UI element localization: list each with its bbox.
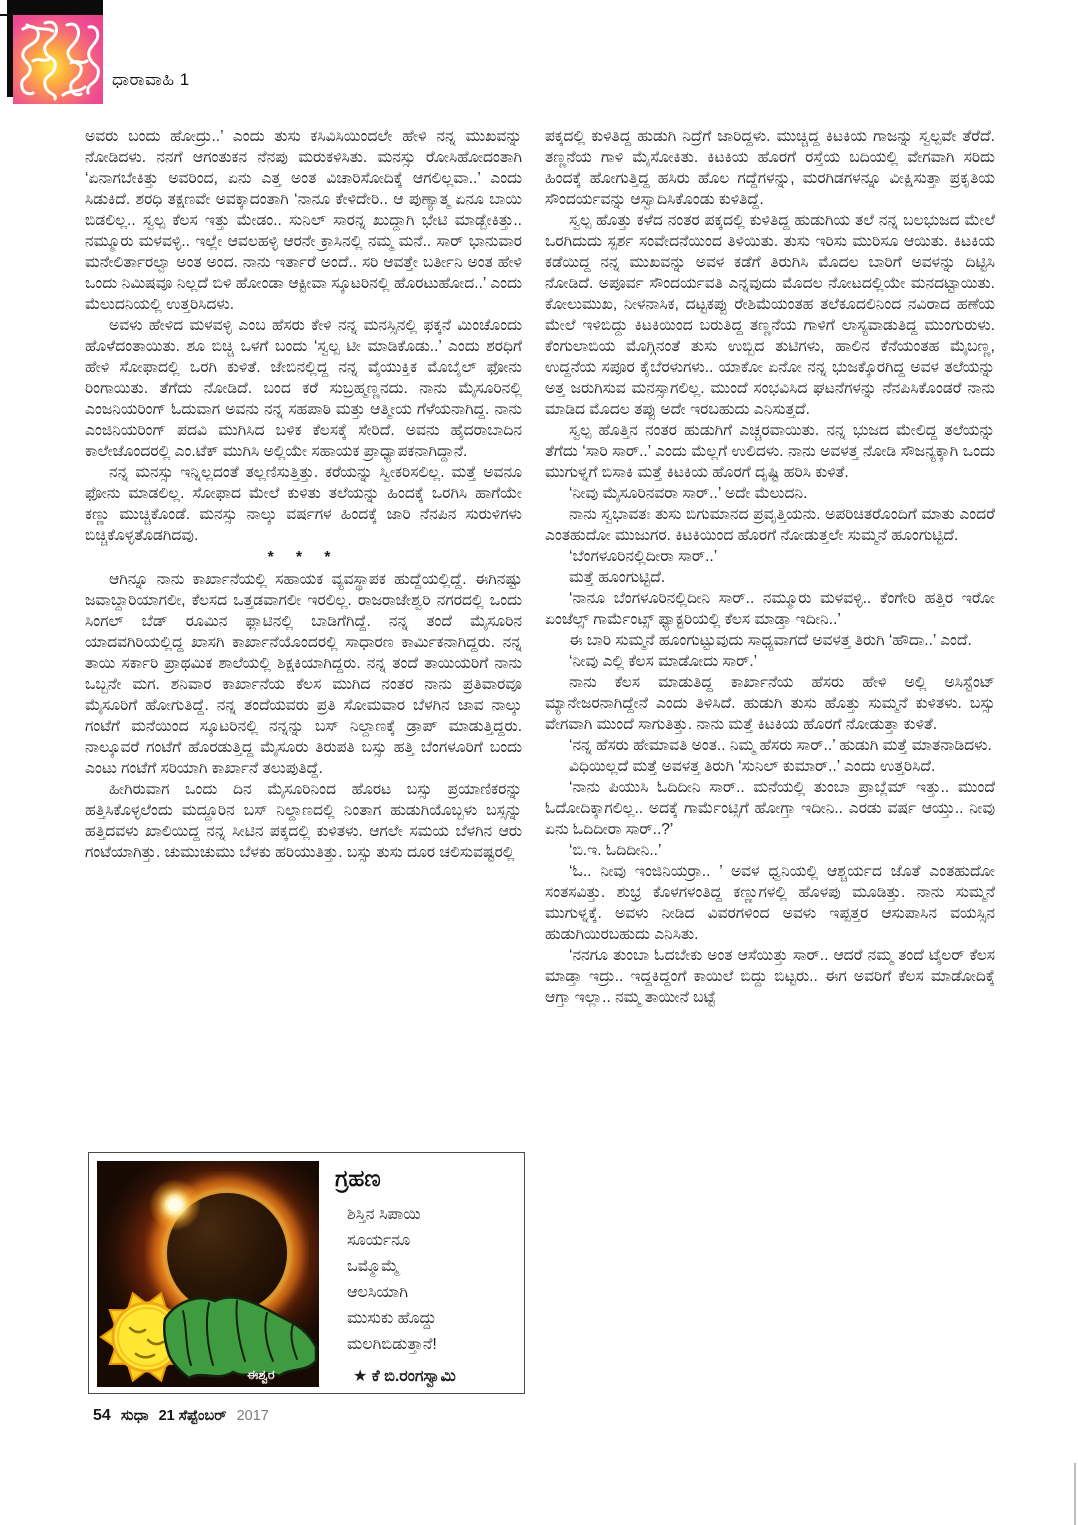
page-edge-artifact [1074,1463,1076,1525]
story-paragraph: ಪಕ್ಕದಲ್ಲಿ ಕುಳಿತಿದ್ದ ಹುಡುಗಿ ನಿದ್ರೆಗೆ ಜಾರಿದ್ದಳು. ಮುಚ್ಚಿದ್ದ ಕಿಟಕಿಯ ಗಾಜನ್ನು ಸ್ವಲ್ಪವೇ ತೆರೆದೆ. ತಣ್ಣನೆಯ ಗಾಳಿ ಮೈಸೋಕಿತು. ಕಿಟಕಿಯ ಹೊರಗೆ ರಸ್ತೆಯ ಬದಿಯಲ್ಲಿ ವೇಗವಾಗಿ ಸರಿದು ಹಿಂದಕ್ಕೆ ಹೋಗುತ್ತಿದ್ದ ಹಸಿರು ಹೊಲ ಗದ್ದೆಗಳನ್ನು, ಮರಗಿಡಗಳನ್ನೂ ವೀಕ್ಷಿಸುತ್ತಾ ಪ್ರಕೃತಿಯ ಸೌಂದರ್ಯವನ್ನು ಆಸ್ವಾದಿಸಿಕೊಂಡು ಕುಳಿತಿದ್ದೆ. [545,128,995,208]
poem-line: ಆಲಸಿಯಾಗಿ [347,1284,408,1301]
poem-line: ಒಮ್ಮೊಮ್ಮೆ [347,1258,400,1275]
story-paragraph: ಅವಳು ಹೇಳಿದ ಮಳವಳ್ಳಿ ಎಂಬ ಹೆಸರು ಕೇಳಿ ನನ್ನ ಮನಸ್ಸಿನಲ್ಲಿ ಫಕ್ಕನೆ ಮಿಂಚೊಂದು ಹೊಳೆದಂತಾಯಿತು. ಶೂ ಬಿಚ್ಚಿ ಒಳಗೆ ಬಂದು ‘ಸ್ವಲ್ಪ ಟೀ ಮಾಡಿಕೊಡು..’ ಎಂದು ಶರಧಿಗೆ ಹೇಳಿ ಸೋಫಾದಲ್ಲಿ ಒರಗಿ ಕುಳಿತೆ. ಜೇಬಿನಲ್ಲಿದ್ದ ನನ್ನ ವೈಯುಕ್ತಿಕ ಮೊಬೈಲ್ ಫೋನು ರಿಂಗಾಯಿತು. ತೆಗೆದು ನೋಡಿದೆ. ಬಂದ ಕರೆ ಸುಬ್ರಹ್ಮಣ್ಣನದು. ನಾನು ಮೈಸೂರಿನಲ್ಲಿ ಎಂಜನಿಯರಿಂಗ್ ಓದುವಾಗ ಅವನು ನನ್ನ ಸಹಪಾಠಿ ಮತ್ತು ಆತ್ಮೀಯ ಗೆಳೆಯನಾಗಿದ್ದ. ನಾನು ಎಂಜಿನಿಯರಿಂಗ್ ಪದವಿ ಮುಗಿಸಿದ ಬಳಿಕ ಕೆಲಸಕ್ಕೆ ಸೇರಿದೆ. ಅವನು ಹೈದರಾಬಾದಿನ ಕಾಲೇಜೊಂದರಲ್ಲಿ ಎಂ.ಟೆಕ್ ಮುಗಿಸಿ ಅಲ್ಲಿಯೇ ಸಹಾಯಕ ಪ್ರಾಧ್ಯಾಪಕನಾಗಿದ್ದಾನೆ. [85,317,522,460]
cartoon-caption [335,1165,517,1386]
story-paragraph: ‘ನಾನು ಪಿಯುಸಿ ಓದಿದೀನಿ ಸಾರ್.. ಮನೆಯಲ್ಲಿ ತುಂಬಾ ಪ್ರಾಬ್ಲೆಮ್ ಇತ್ತು.. ಮುಂದೆ ಓದೋದಿಕ್ಕಾಗಲಿಲ್ಲ.. ಅದಕ್ಕೆ ಗಾರ್ಮೆಂಟ್ಸಿಗೆ ಹೋಗ್ತಾ ಇದೀನಿ.. ಎರಡು ವರ್ಷ ಆಯ್ತು.. ನೀವು ಏನು ಓದಿದೀರಾ ಸಾರ್..?’ [545,779,995,838]
story-paragraph: ‘ನನ್ನ ಹೆಸರು ಹೇಮಾವತಿ ಅಂತ.. ನಿಮ್ಮ ಹೆಸರು ಸಾರ್..’ ಹುಡುಗಿ ಮತ್ತೆ ಮಾತನಾಡಿದಳು. [569,737,992,754]
story-paragraph: ‘ಬೆಂಗಳೂರಿನಲ್ಲಿದೀರಾ ಸಾರ್..’ [569,548,718,565]
poem-line: ಸೂರ್ಯನೂ [347,1232,411,1249]
cartoon-author: ★ ಕೆ ಬಿ.ರಂಗಸ್ವಾಮಿ [353,1368,456,1385]
story-paragraph: ಆಗಿನ್ನೂ ನಾನು ಕಾರ್ಖಾನೆಯಲ್ಲಿ ಸಹಾಯಕ ವ್ಯವಸ್ಥಾಪಕ ಹುದ್ದೆಯಲ್ಲಿದ್ದೆ. ಈಗಿನಷ್ಟು ಜವಾಬ್ದಾರಿಯಾಗಲೀ, ಕೆಲಸದ ಒತ್ತಡವಾಗಲೀ ಇರಲಿಲ್ಲ. ರಾಜರಾಜೇಶ್ವರಿ ನಗರದಲ್ಲಿ ಒಂದು ಸಿಂಗಲ್ ಬೆಡ್ ರೂಮಿನ ಫ್ಲಾಟಿನಲ್ಲಿ ಬಾಡಿಗೆಗಿದ್ದೆ. ನನ್ನ ತಂದೆ ಮೈಸೂರಿನ ಯಾದವಗಿರಿಯಲ್ಲಿದ್ದ ಖಾಸಗಿ ಕಾರ್ಖಾನೆಯೊಂದರಲ್ಲಿ ಸಾಧಾರಣ ಕಾರ್ಮಿಕನಾಗಿದ್ದರು. ನನ್ನ ತಾಯಿ ಸರ್ಕಾರಿ ಪ್ರಾಥಮಿಕ ಶಾಲೆಯಲ್ಲಿ ಶಿಕ್ಷಕಿಯಾಗಿದ್ದರು. ನನ್ನ ತಂದೆ ತಾಯಿಯರಿಗೆ ನಾನು ಒಬ್ಬನೇ ಮಗ. ಶನಿವಾರ ಕಾರ್ಖಾನೆಯ ಕೆಲಸ ಮುಗಿದ ನಂತರ ನಾನು ಪ್ರತಿವಾರವೂ ಮೈಸೂರಿಗೆ ಹೋಗುತಿದ್ದೆ. ನನ್ನ ತಂದೆಯವರು ಪ್ರತಿ ಸೋಮವಾರ ಬೆಳಗಿನ ಜಾವ ನಾಲ್ಕು ಗಂಟೆಗೆ ಮನೆಯಿಂದ ಸ್ಕೂಟರಿನಲ್ಲಿ ನನ್ನನ್ನು ಬಸ್ ನಿಲ್ದಾಣಕ್ಕೆ ಡ್ರಾಪ್ ಮಾಡುತ್ತಿದ್ದರು. ನಾಲ್ಕೂವರೆ ಗಂಟೆಗೆ ಹೊರಡುತ್ತಿದ್ದ ಮೈಸೂರು ತಿರುಪತಿ ಬಸ್ಸು ಹತ್ತಿ ಬೆಂಗಳೂರಿಗೆ ಬಂದು ಎಂಟು ಗಂಟೆಗೆ ಸರಿಯಾಗಿ ಕಾರ್ಖಾನೆ ತಲುಪುತಿದ್ದೆ. [85,571,522,777]
page-trim-line [0,14,14,16]
story-paragraph: ಸ್ವಲ್ಪ ಹೊತ್ತಿನ ನಂತರ ಹುಡುಗಿಗೆ ಎಚ್ಚರವಾಯಿತು. ನನ್ನ ಭುಜದ ಮೇಲಿದ್ದ ತಲೆಯನ್ನು ತೆಗೆದು ‘ಸಾರಿ ಸಾರ್..’ ಎಂದು ಮೆಲ್ಲಗೆ ಉಲಿದಳು. ನಾನು ಅವಳತ್ತ ನೋಡಿ ಸೌಜನ್ಯಕ್ಕಾಗಿ ಒಂದು ಮುಗುಳ್ನಗೆ ಬಿಸಾಕಿ ಮತ್ತೆ ಕಿಟಕಿಯ ಹೊರಗೆ ದೃಷ್ಟಿ ಹರಿಸಿ ಕುಳಿತೆ. [545,422,995,481]
cartoon-box [88,1152,525,1394]
poem-line: ಮುಸುಕು ಹೊದ್ದು [347,1310,437,1327]
story-paragraph: ನನ್ನ ಮನಸ್ಸು ಇನ್ನಿಲ್ಲದಂತೆ ತಲ್ಲಣಿಸುತ್ತಿತ್ತು. ಕರೆಯನ್ನು ಸ್ವೀಕರಿಸಲಿಲ್ಲ. ಮತ್ತೆ ಅವನೂ ಫೋನು ಮಾಡಲಿಲ್ಲ. ಸೋಫಾದ ಮೇಲೆ ಕುಳಿತು ತಲೆಯನ್ನು ಹಿಂದಕ್ಕೆ ಒರಗಿಸಿ ಹಾಗೆಯೇ ಕಣ್ಣು ಮುಚ್ಚಿಕೊಂಡೆ. ಮನಸ್ಸು ನಾಲ್ಕು ವರ್ಷಗಳ ಹಿಂದಕ್ಕೆ ಜಾರಿ ನೆನಪಿನ ಸುರುಳಿಗಳು ಬಿಚ್ಚಿಕೊಳ್ಳತೊಡಗಿದವು. [85,464,522,544]
story-paragraph: ಸ್ವಲ್ಪ ಹೊತ್ತು ಕಳೆದ ನಂತರ ಪಕ್ಕದಲ್ಲಿ ಕುಳಿತಿದ್ದ ಹುಡುಗಿಯ ತಲೆ ನನ್ನ ಬಲಭುಜದ ಮೇಲೆ ಒರಗಿದುದು ಸ್ಪರ್ಶ ಸಂವೇದನೆಯಿಂದ ತಿಳಿಯಿತು. ತುಸು ಇರಿಸು ಮುರಿಸೂ ಆಯಿತು. ಕಿಟಕಿಯ ಕಡೆಯಿದ್ದ ನನ್ನ ಮುಖವನ್ನು ಅವಳ ಕಡೆಗೆ ತಿರುಗಿಸಿ ಮೊದಲ ಬಾರಿಗೆ ಅವಳನ್ನು ದಿಟ್ಟಿಸಿ ನೋಡಿದೆ. ಅಪೂರ್ವ ಸೌಂದರ್ಯವತಿ ಎನ್ನವುದು ಮೊದಲ ನೋಟದಲ್ಲಿಯೇ ಮನದಟ್ಟಾಯಿತು. ಕೋಲುಮುಖ, ನೀಳನಾಸಿಕ, ದಟ್ಟಕಪ್ಪು ರೇಶಿಮೆಯಂತಹ ತಲೆಕೂದಲಿನಿಂದ ನವಿರಾದ ಹಣೆಯ ಮೇಲೆ ಇಳಿಬಿದ್ದು ಕಿಟಕಿಯಿಂದ ಬರುತಿದ್ದ ತಣ್ಣನೆಯ ಗಾಳಿಗೆ ಲಾಸ್ಯವಾಡುತಿದ್ದ ಮುಂಗುರುಳು. ಕೆಂಗುಲಾಬಿಯ ಮೊಗ್ಗಿನಂತೆ ತುಸು ಉಬ್ಬಿದ ತುಟಿಗಳು, ಹಾಲಿನ ಕೆನೆಯಂತಹ ಮೈಬಣ್ಣ, ಉದ್ದನೆಯ ಸಪೂರ ಕೈಬೆರಳುಗಳು.. ಯಾಕೋ ಏನೋ ನನ್ನ ಭುಜಕ್ಕೊರಗಿದ್ದ ಅವಳ ತಲೆಯನ್ನು ಅತ್ತ ಜರುಗಿಸುವ ಮನಸ್ಸಾಗಲಿಲ್ಲ. ಮುಂದೆ ಸಂಭವಿಸಿದ ಘಟನೆಗಳನ್ನು ನೆನಪಿಸಿಕೊಂಡರೆ ನಾನು ಮಾಡಿದ ಮೊದಲ ತಪ್ಪು ಅದೇ ಇರಬಹುದು ಎನಿಸುತ್ತದೆ. [545,212,995,418]
solar-eclipse-illustration [97,1161,319,1387]
poem-line: ಮಲಗಿಬಿಡುತ್ತಾನೆ! [347,1336,437,1353]
story-paragraph: ಮತ್ತೆ ಹೂಂಗುಟ್ಟಿದೆ. [569,569,666,586]
story-paragraph: * * * [267,549,340,566]
artist-signature: ಈಶ್ವರ [247,1367,275,1382]
maze-pattern-icon [13,15,103,104]
cartoon-title: ಗ್ರಹಣ [335,1165,381,1191]
story-paragraph: ‘ನನಗೂ ತುಂಬಾ ಓದಬೇಕು ಅಂತ ಆಸೆಯಿತ್ತು ಸಾರ್.. ಆದರೆ ನಮ್ಮ ತಂದೆ ಟೈಲರ್ ಕೆಲಸ ಮಾಡ್ತಾ ಇದ್ರು.. ಇದ್ದಕಿದ್ದಂಗೆ ಕಾಯಿಲೆ ಬಿದ್ದು ಬಿಟ್ಟರು.. ಈಗ ಅವರಿಗೆ ಕೆಲಸ ಮಾಡೋದಿಕ್ಕೆ ಆಗ್ತಾ ಇಲ್ಲಾ.. ನಮ್ಮ ತಾಯೀನೆ ಬಟ್ಟೆ [545,947,995,1006]
series-label: ಧಾರಾವಾಹಿ 1 [112,70,190,89]
left-text-column [85,126,522,1148]
cartoon-poem [335,1202,517,1358]
page-footer [93,1407,269,1425]
story-paragraph: ವಿಧಿಯಿಲ್ಲದೆ ಮತ್ತೆ ಅವಳತ್ತ ತಿರುಗಿ ‘ಸುನಿಲ್ ಕುಮಾರ್..’ ಎಂದು ಉತ್ತರಿಸಿದೆ. [569,758,936,775]
story-paragraph: ‘ನೀವು ಮೈಸೂರಿನವರಾ ಸಾರ್..’ ಅದೇ ಮೆಲುದನಿ. [569,485,808,502]
story-paragraph: ‘ಓ.. ನೀವು ಇಂಜಿನಿಯರ್ರಾ.. ’ ಅವಳ ಧ್ವನಿಯಲ್ಲಿ ಆಶ್ಚರ್ಯದ ಜೊತೆ ಎಂತಹುದೋ ಸಂತಸವಿತ್ತು. ಶುಭ್ರ ಕೊಳಗಳಂತಿದ್ದ ಕಣ್ಣುಗಳಲ್ಲಿ ಹೊಳಪು ಮೂಡಿತ್ತು. ನಾನು ಸುಮ್ಮನೆ ಮುಗುಳ್ನಕ್ಕೆ. ಅವಳು ನೀಡಿದ ವಿವರಗಳಿಂದ ಅವಳು ಇಪ್ಪತ್ತರ ಆಸುಪಾಸಿನ ವಯಸ್ಸಿನ ಹುಡುಗಿಯಿರಬಹುದು ಎನಿಸಿತು. [545,863,995,943]
issue-date: 21 ಸೆಪ್ಟೆಂಬರ್ [158,1408,227,1424]
page-number: 54 [93,1407,111,1424]
story-paragraph: ಅವರು ಬಂದು ಹೋದ್ರು..’ ಎಂದು ತುಸು ಕಸಿವಿಸಿಯಿಂದಲೇ ಹೇಳಿ ನನ್ನ ಮುಖವನ್ನು ನೋಡಿದಳು. ನನಗೆ ಆಗಂತುಕನ ನೆನಪು ಮರುಕಳಿಸಿತು. ಮನಸ್ಸು ರೋಸಿಹೋದಂತಾಗಿ ‘ಏನಾಗಬೇಕಿತ್ತು ಅವರಿಂದ, ಏನು ಎತ್ತ ಅಂತ ವಿಚಾರಿಸೋದಿಕ್ಕೆ ಆಗಲಿಲ್ಲವಾ..’ ಎಂದು ಸಿಡುಕಿದೆ. ಶರಧಿ ತಕ್ಷಣವೇ ಅವಕ್ಕಾದಂತಾಗಿ ‘ನಾನೂ ಕೇಳಿದೇರಿ.. ಆ ಪುಣ್ಯಾತ್ಮ ಏನೂ ಬಾಯಿ ಬಿಡಲಿಲ್ಲ.. ಸ್ವಲ್ಪ ಕೆಲಸ ಇತ್ತು ಮೇಡಂ.. ಸುನಿಲ್ ಸಾರನ್ನ ಖುದ್ದಾಗಿ ಭೇಟಿ ಮಾಡ್ಬೇಕಿತ್ತು.. ನಮ್ಮೂರು ಮಳವಳ್ಳಿ.. ಇಲ್ಲೇ ಆವಲಹಳ್ಳಿ ಆರನೇ ಕ್ರಾಸಿನಲ್ಲಿ ನಮ್ಮ ಮನೆ.. ಸಾರ್ ಭಾನುವಾರ ಮನೇಲಿರ್ತಾರಲ್ವಾ ಅಂತ ಅಂದ. ನಾನು ಇರ್ತಾರೆ ಅಂದೆ.. ಸರಿ ಆವತ್ತೇ ಬರ್ತೀನಿ ಅಂತ ಹೇಳಿ ಒಂದು ನಿಮಿಷವೂ ನಿಲ್ಲದೆ ಬಿಳಿ ಹೋಂಡಾ ಆಕ್ಟೀವಾ ಸ್ಕೂಟರಿನಲ್ಲಿ ಹೊರಟುಹೋದ..’ ಎಂದು ಮೆಲುದನಿಯಲ್ಲಿ ಉತ್ತರಿಸಿದಳು. [85,128,522,313]
issue-year: 2017 [236,1408,269,1424]
story-paragraph: ನಾನು ಸ್ವಭಾವತಃ ತುಸು ಬಿಗುಮಾನದ ಪ್ರವೃತ್ತಿಯನು. ಅಪರಿಚಿತರೊಂದಿಗೆ ಮಾತು ಎಂದರೆ ಎಂತಹುದೋ ಮುಜುಗರ. ಕಿಟಕಿಯಿಂದ ಹೊರಗೆ ನೋಡುತ್ತಲೇ ಸುಮ್ಮನೆ ಹೂಂಗುಟ್ಟಿದೆ. [545,506,995,544]
right-text-column [545,126,995,1408]
series-logo [13,15,103,104]
story-paragraph: ಹೀಗಿರುವಾಗ ಒಂದು ದಿನ ಮೈಸೂರಿನಿಂದ ಹೊರಟ ಬಸ್ಸು ಪ್ರಯಾಣಿಕರನ್ನು ಹತ್ತಿಸಿಕೊಳ್ಳಲೆಂದು ಮದ್ದೂರಿನ ಬಸ್ ನಿಲ್ದಾಣದಲ್ಲಿ ನಿಂತಾಗ ಹುಡುಗಿಯೊಬ್ಬಳು ಬಸ್ಸನ್ನು ಹತ್ತಿದವಳು ಖಾಲಿಯಿದ್ದ ನನ್ನ ಸೀಟಿನ ಪಕ್ಕದಲ್ಲಿ ಕುಳಿತಳು. ಆಗಲೇ ಸಮಯ ಬೆಳಗಿನ ಆರು ಗಂಟೆಯಾಗಿತ್ತು. ಚುಮುಚುಮು ಬೆಳಕು ಹರಿಯುತಿತ್ತು. ಬಸ್ಸು ತುಸು ದೂರ ಚಲಿಸುವಷ್ಟರಲ್ಲಿ [85,781,522,861]
eclipse-cartoon-image [97,1161,319,1387]
magazine-name: ಸುಧಾ [120,1407,149,1424]
story-paragraph: ‘ನಾನೂ ಬೆಂಗಳೂರಿನಲ್ಲಿದೀನಿ ಸಾರ್.. ನಮ್ಮೂರು ಮಳವಳ್ಳಿ.. ಕೆಂಗೇರಿ ಹತ್ತಿರ ಇರೋ ಏಂಜೆಲ್ಸ್ ಗಾರ್ಮೆಂಟ್ಸ್ ಫ್ಯಾಕ್ಟರಿಯಲ್ಲಿ ಕೆಲಸ ಮಾಡ್ತಾ ಇದೀನಿ..’ [545,590,995,628]
story-paragraph: ‘ಬಿ.ಇ. ಓದಿದೀನಿ..’ [569,842,662,859]
poem-line: ಶಿಸ್ತಿನ ಸಿಪಾಯಿ [347,1206,421,1223]
story-paragraph: ನಾನು ಕೆಲಸ ಮಾಡುತಿದ್ದ ಕಾರ್ಖಾನೆಯ ಹೆಸರು ಹೇಳಿ ಅಲ್ಲಿ ಅಸಿಸ್ಟೆಂಟ್ ಮ್ಯಾನೇಜರನಾಗಿದ್ದೇನೆ ಎಂದು ತಿಳಿಸಿದೆ. ಹುಡುಗಿ ತುಸು ಹೊತ್ತು ಸುಮ್ಮನೆ ಕುಳಿತಳು. ಬಸ್ಸು ವೇಗವಾಗಿ ಮುಂದೆ ಸಾಗುತಿತ್ತು. ನಾನು ಮತ್ತೆ ಕಿಟಕಿಯ ಹೊರಗೆ ನೋಡುತ್ತಾ ಕುಳಿತೆ. [545,674,995,733]
story-paragraph: ‘ನೀವು ಎಲ್ಲಿ ಕೆಲಸ ಮಾಡೋದು ಸಾರ್.’ [569,653,758,670]
story-paragraph: ಈ ಬಾರಿ ಸುಮ್ಮನೆ ಹೂಂಗುಟ್ಟುವುದು ಸಾಧ್ಯವಾಗದೆ ಅವಳತ್ತ ತಿರುಗಿ ‘ಹೌದಾ..’ ಎಂದೆ. [569,632,972,649]
